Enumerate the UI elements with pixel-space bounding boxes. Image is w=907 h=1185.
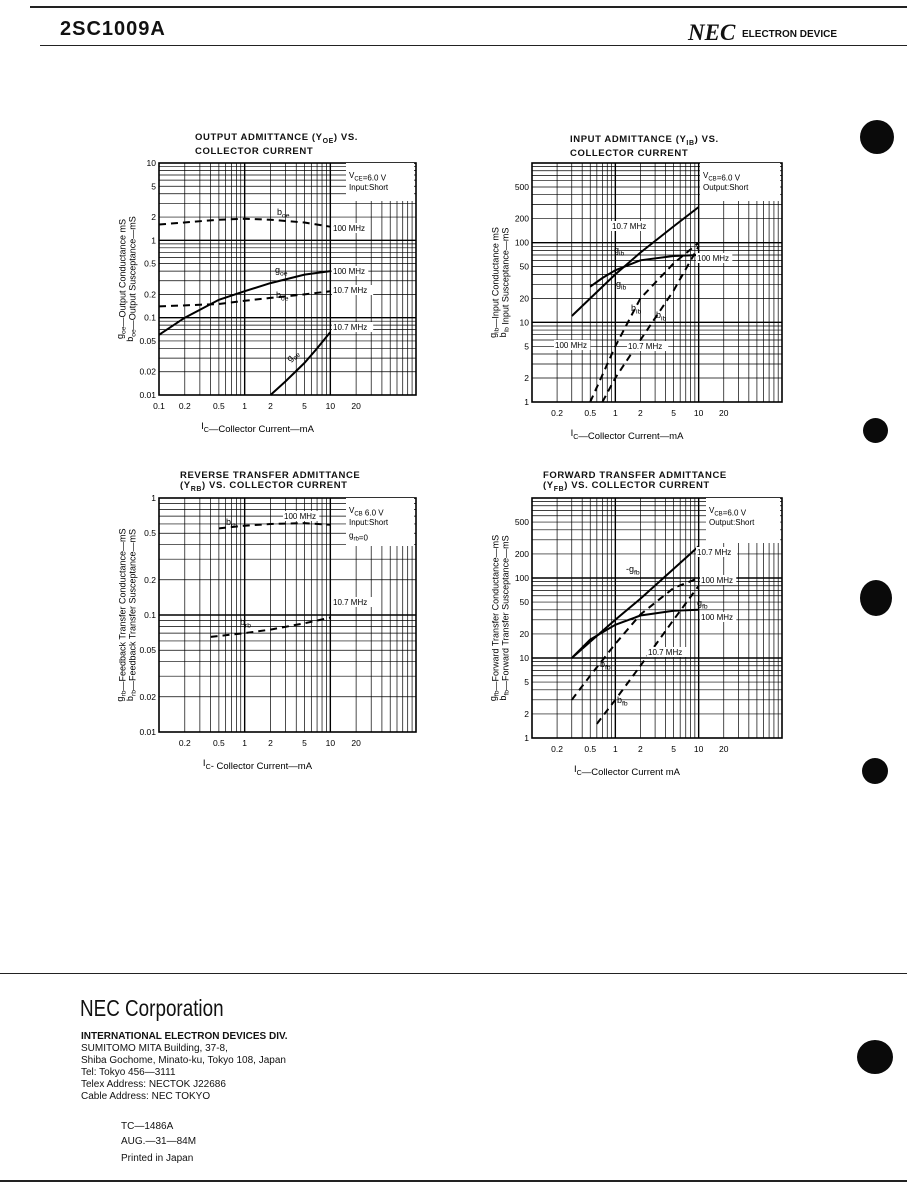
x-tick-label: 0.2 (551, 744, 563, 754)
x-tick-label: 0.2 (178, 401, 191, 411)
series-curve (271, 332, 331, 395)
bottom-rule (0, 1180, 907, 1182)
y-axis-label: $b_{rb}—Feedback$ Transfer Susceptance—mS (125, 528, 138, 702)
y-tick-label: 0.5 (144, 258, 156, 269)
x-tick-label: 0.1 (153, 401, 165, 411)
condition-termination: Input:Short (349, 518, 389, 527)
y-tick-label: 1 (151, 235, 156, 246)
y-tick-label: 20 (519, 628, 529, 639)
frequency-label: 100 MHz (333, 224, 366, 233)
x-tick-label: 2 (268, 738, 273, 748)
x-tick-label: 10 (693, 408, 704, 418)
printed-in: Printed in Japan (121, 1153, 194, 1164)
y-tick-label: 500 (514, 181, 529, 192)
brand-subtitle: ELECTRON DEVICE (742, 29, 838, 40)
x-tick-label: 20 (351, 738, 361, 748)
condition-termination: Output:Short (703, 183, 749, 192)
doc-number: TC—1486A (121, 1121, 174, 1132)
y-tick-label: 0.02 (139, 691, 156, 702)
y-tick-label: 20 (519, 293, 529, 304)
nec-logo: NEC (688, 20, 736, 45)
condition-termination: Input:Short (349, 183, 389, 192)
y-tick-label: 50 (519, 261, 529, 272)
address-line: Tel: Tokyo 456—3111 (81, 1067, 176, 1078)
x-tick-label: 5 (302, 738, 307, 748)
y-tick-label: 200 (514, 213, 529, 224)
y-tick-label: 1 (524, 733, 529, 743)
y-tick-label: 1 (151, 493, 156, 503)
series-label: $b_{oe}$ (276, 290, 289, 303)
x-tick-label: 1 (242, 401, 248, 411)
x-tick-label: 20 (351, 401, 361, 411)
y-tick-label: 0.05 (139, 645, 156, 656)
x-tick-label: 1 (612, 408, 618, 418)
x-tick-label: 0.5 (584, 408, 597, 418)
x-tick-label: 0.2 (178, 738, 191, 748)
chart-4 (488, 498, 782, 778)
y-tick-label: 10 (146, 158, 156, 168)
x-axis-label: $I_C—Collector$ Current—mA (570, 428, 684, 442)
series-label: $g_{oe}$ (284, 351, 303, 364)
y-tick-label: 0.2 (144, 289, 156, 300)
x-axis-label: $I_C-$ Collector Current—mA (202, 758, 313, 772)
y-tick-label: 0.01 (139, 727, 156, 737)
frequency-label: 10.7 MHz (612, 222, 647, 231)
company-name: NEC Corporation (80, 995, 224, 1021)
series-label: $g_{ib}$ (616, 279, 627, 292)
series-label: $b_{fb}$ (617, 695, 628, 708)
x-tick-label: 0.5 (212, 401, 225, 411)
y-axis-label: $b_{fb}—Forward$ Transfer Susceptance—mS (498, 535, 511, 701)
x-axis-label: $I_C—Collector$ Current mA (574, 764, 680, 778)
condition-bias: $V_{CE}=6.0$ V (349, 171, 387, 183)
frequency-label: 10.7 MHz (333, 286, 368, 295)
chart-1 (115, 158, 416, 435)
series-label: $b_{fb}$ (600, 659, 611, 672)
x-tick-label: 5 (671, 744, 676, 754)
frequency-label: 100 MHz (555, 341, 588, 350)
y-tick-label: 5 (151, 181, 156, 192)
condition-extra: $g_{rb}=0$ (349, 531, 368, 543)
y-tick-label: 200 (514, 548, 529, 559)
y-axis-label: $g_{fb}—Forward$ Transfer Conductance—mS (488, 534, 501, 702)
frequency-label: 10.7 MHz (333, 598, 368, 607)
frequency-label: 100 MHz (333, 267, 366, 276)
y-tick-label: 5 (524, 677, 529, 688)
chart-title: FORWARD TRANSFER ADMITTANCE $(Y_{FB})$ VS. COLLECTOR CURRENT (543, 470, 727, 493)
y-tick-label: 0.5 (144, 528, 156, 539)
y-tick-label: 10 (519, 653, 529, 663)
address-line: INTERNATIONAL ELECTRON DEVICES DIV. (81, 1031, 288, 1042)
y-axis-label: $b_{ib}$ Input Susceptance—mS (498, 227, 511, 338)
chart-3 (115, 493, 416, 772)
part-number: 2SC1009A (60, 18, 166, 40)
series-label: $b_{ib}$ (631, 303, 642, 316)
y-tick-label: 0.1 (144, 610, 156, 620)
x-tick-label: 0.5 (584, 744, 597, 754)
frequency-label: 100 MHz (701, 613, 734, 622)
x-tick-label: 2 (638, 744, 643, 754)
y-tick-label: 0.01 (139, 390, 156, 400)
y-tick-label: 0.2 (144, 574, 156, 585)
y-tick-label: 0.1 (144, 312, 156, 323)
series-label: $b_{rb}$ (226, 517, 238, 530)
chart-title: OUTPUT ADMITTANCE $(Y_{OE})$ VS. COLLECTOR CURRENT (195, 132, 359, 157)
x-tick-label: 5 (302, 401, 307, 411)
frequency-label: 10.7 MHz (697, 548, 732, 557)
series-label: $b_{rb}$ (240, 617, 252, 630)
x-tick-label: 10 (693, 744, 704, 754)
y-axis-label: $g_{rb}—Feedback$ Transfer Conductance—mS (115, 528, 128, 702)
condition-bias: $V_{CB}$ 6.0 V (349, 506, 384, 518)
frequency-label: 10.7 MHz (628, 342, 663, 351)
chart-title: REVERSE TRANSFER ADMITTANCE $(Y_{RB})$ VS. COLLECTOR CURRENT (180, 470, 361, 493)
frequency-label: 10.7 MHz (333, 323, 368, 332)
condition-bias: $V_{CB}=6.0$ V (709, 506, 747, 518)
series-label: $g_{ib}$ (614, 245, 625, 258)
y-tick-label: 100 (514, 237, 529, 248)
y-tick-label: 0.02 (139, 366, 156, 377)
y-tick-label: 5 (524, 341, 529, 352)
series-label: $g_{oe}$ (275, 265, 288, 278)
y-tick-label: 50 (519, 597, 529, 608)
x-axis-label: $I_C—Collector$ Current—mA (201, 421, 314, 435)
y-tick-label: 10 (519, 317, 529, 328)
y-tick-label: 2 (151, 212, 156, 223)
series-label: $b_{oe}$ (277, 207, 290, 220)
x-tick-label: 10 (325, 738, 336, 748)
y-axis-label: $g_{oe}—Output$ Conductance mS (115, 218, 128, 340)
doc-date: AUG.—31—84M (121, 1136, 197, 1147)
series-label: $g_{fb}$ (697, 598, 708, 611)
y-tick-label: 500 (514, 517, 529, 528)
x-tick-label: 1 (612, 744, 618, 754)
address-line: Cable Address: NEC TOKYO (81, 1091, 211, 1102)
address-line: Shiba Gochome, Minato-ku, Tokyo 108, Japan (81, 1055, 286, 1066)
y-tick-label: 2 (524, 373, 529, 384)
series-label: $-g_{fb}$ (626, 564, 640, 577)
x-tick-label: 20 (719, 408, 729, 418)
condition-termination: Output:Short (709, 518, 755, 527)
x-tick-label: 10 (325, 401, 336, 411)
punch-hole (857, 1040, 893, 1074)
x-tick-label: 0.2 (551, 408, 563, 418)
x-tick-label: 2 (638, 408, 643, 418)
y-axis-label: $b_{oe}—Output$ Susceptance—mS (125, 216, 138, 342)
x-tick-label: 0.5 (212, 738, 225, 748)
y-axis-label: $g_{ib}—Input$ Conductance mS (488, 227, 501, 338)
frequency-label: 100 MHz (697, 254, 730, 263)
series-label: $b_{ib}$ (656, 310, 667, 323)
x-tick-label: 20 (719, 744, 729, 754)
y-tick-label: 0.05 (139, 335, 156, 346)
frequency-label: 100 MHz (284, 512, 317, 521)
address-line: SUMITOMO MITA Building, 37-8, (81, 1043, 228, 1054)
frequency-label: 100 MHz (701, 576, 734, 585)
chart-title: INPUT ADMITTANCE $(Y_{IB})$ VS. COLLECTOR CURRENT (570, 134, 719, 159)
y-tick-label: 1 (524, 397, 529, 407)
x-tick-label: 1 (242, 738, 248, 748)
address-line: Telex Address: NECTOK J22686 (81, 1079, 226, 1090)
y-tick-label: 100 (514, 573, 529, 583)
footer-rule (0, 973, 907, 974)
condition-bias: $V_{CB}=6.0$ V (703, 171, 741, 183)
y-tick-label: 2 (524, 708, 529, 719)
x-tick-label: 5 (671, 408, 676, 418)
frequency-label: 10.7 MHz (648, 648, 683, 657)
chart-2 (488, 163, 782, 442)
x-tick-label: 2 (268, 401, 273, 411)
